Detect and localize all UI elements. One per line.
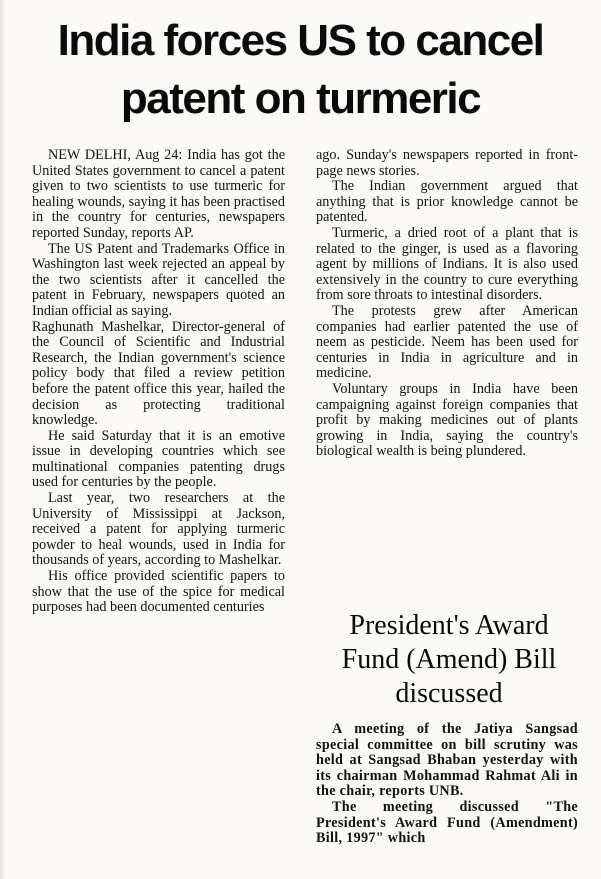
article-paragraph: The protests grew after American companies had earlier patented the use of neem as pesticide. Neem has been used for centuries in India in agriculture and in medicine. — [316, 302, 578, 382]
article-paragraph: Last year, two researchers at the University of Mississippi at Jackson, received a patent for applying turmeric powder to heal wounds, used in India for thousands of years, according to Mashelkar. — [32, 490, 285, 569]
second-story-body — [316, 722, 578, 847]
headline-line-2: patent on turmeric — [120, 74, 481, 123]
page-edge-shadow — [0, 0, 6, 879]
article-paragraph: The US Patent and Trademarks Office in Washington last week rejected an appeal by the two scientists after it cancelled the patent in February, newspapers quoted an Indian official as saying. — [32, 240, 285, 319]
second-story-headline-line-1: President's Award — [349, 610, 549, 641]
article-paragraph: NEW DELHI, Aug 24: India has got the United States government to cancel a patent given to two scientists to use turmeric for healing wounds, saying it has been practised in the country for centuries, newspapers reported Sunday, reports AP. — [32, 147, 285, 241]
second-story-headline-line-2: Fund (Amend) Bill — [341, 644, 557, 675]
article-right-column — [316, 148, 578, 460]
headline-line-1: India forces US to cancel — [57, 16, 544, 65]
article-paragraph: He said Saturday that it is an emotive issue in developing countries which see multinational companies patenting drugs used for centuries by the people. — [32, 427, 285, 491]
article-paragraph: The Indian government argued that anything that is prior knowledge cannot be patented. — [316, 178, 578, 226]
article-paragraph: A meeting of the Jatiya Sangsad special committee on bill scrutiny was held at Sangsad Bhaban yesterday with its chairman Mohammad Rahmat Ali in the chair, reports UNB. — [316, 721, 578, 800]
second-story-headline-line-3: discussed — [395, 678, 503, 709]
article-paragraph: Raghunath Mashelkar, Director-general of the Council of Scientific and Industrial Research, the Indian government's science policy body that filed a review petition before the patent office this year, hailed the decision as protecting traditional knowledge. — [32, 318, 285, 429]
second-story-headline — [310, 609, 588, 711]
article-paragraph: Voluntary groups in India have been campaigning against foreign companies that profit by making medicines out of plants growing in India, saying the country's biological wealth is being plundered. — [316, 380, 578, 460]
article-paragraph: The meeting discussed "The President's Award Fund (Amendment) Bill, 1997" which — [316, 798, 578, 847]
article-left-column — [32, 148, 285, 616]
article-paragraph-continuation: ago. Sunday's newspapers reported in front-page news stories. — [316, 147, 578, 179]
article-paragraph: His office provided scientific papers to show that the use of the spice for medical purposes had been documented centuries — [32, 568, 285, 616]
article-paragraph: Turmeric, a dried root of a plant that is related to the ginger, is used as a flavoring agent by millions of Indians. It is also used extensively in the country to cure everything from sore throats to intestinal disorders. — [316, 224, 578, 304]
